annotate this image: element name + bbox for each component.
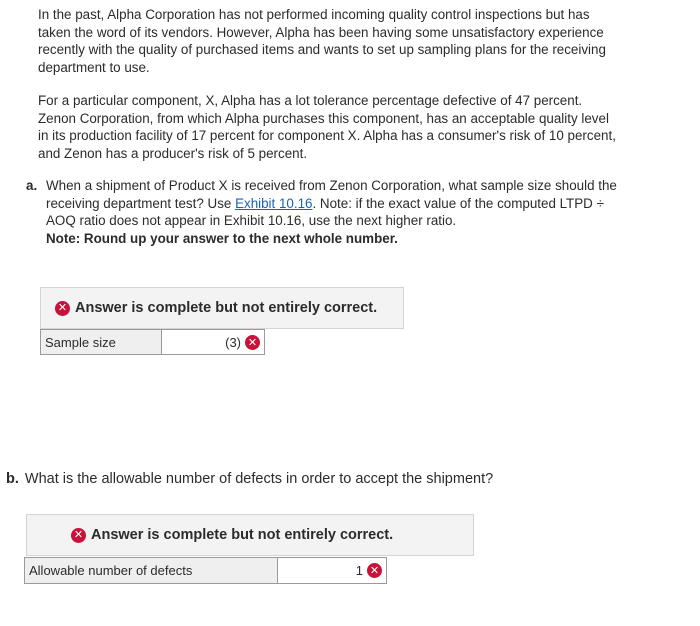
round-up-note: Note: Round up your answer to the next whole number.	[46, 230, 398, 246]
x-circle-icon: ✕	[245, 335, 260, 350]
intro-paragraph: In the past, Alpha Corporation has not performed incoming quality control inspections but has taken the word of its vendors. However, Alpha has been having some unsatisfactory experience recently with the quality of purchased items and wants to set up sampling plans for the receiving department to use.	[38, 7, 606, 75]
exhibit-link[interactable]: Exhibit 10.16	[235, 195, 313, 211]
answer-status-b-text: Answer is complete but not entirely correct.	[91, 527, 394, 543]
answer-status-a-text: Answer is complete but not entirely correct.	[75, 300, 378, 316]
allowable-defects-value: 1	[355, 563, 363, 578]
question-a-text-after: . Note: if the exact value of the computed LTPD ÷ AOQ ratio does not appear in Exhibit 10.16, use the next higher ratio.	[46, 195, 604, 229]
component-paragraph: For a particular component, X, Alpha has a lot tolerance percentage defective of 47 percent. Zenon Corporation, from which Alpha purchases this component, has an acceptable quality level in its production facility of 17 percent for component X. Alpha has a consumer's risk of 10 percent, and Zenon has a producer's risk of 5 percent.	[38, 93, 616, 161]
question-b-marker: b.	[6, 471, 19, 487]
question-a-marker: a.	[26, 178, 38, 193]
sample-size-label: Sample size	[41, 330, 162, 354]
answer-status-b	[26, 514, 474, 556]
question-b-text: What is the allowable number of defects in order to accept the shipment?	[24, 471, 494, 487]
answer-status-a	[40, 287, 404, 329]
x-circle-icon: ✕	[367, 563, 382, 578]
allowable-defects-input[interactable]	[278, 558, 386, 583]
allowable-defects-label: Allowable number of defects	[25, 558, 278, 583]
question-b	[6, 470, 493, 488]
allowable-defects-row	[24, 557, 387, 584]
x-circle-icon: ✕	[55, 301, 70, 316]
sample-size-value: (3)	[225, 334, 241, 350]
x-circle-icon: ✕	[71, 528, 86, 543]
question-a-text: When a shipment of Product X is received from Zenon Corporation, what sample size should the receiving department test? Use	[46, 178, 617, 211]
sample-size-input[interactable]	[162, 330, 264, 354]
question-a	[26, 177, 636, 247]
sample-size-row	[40, 329, 265, 355]
